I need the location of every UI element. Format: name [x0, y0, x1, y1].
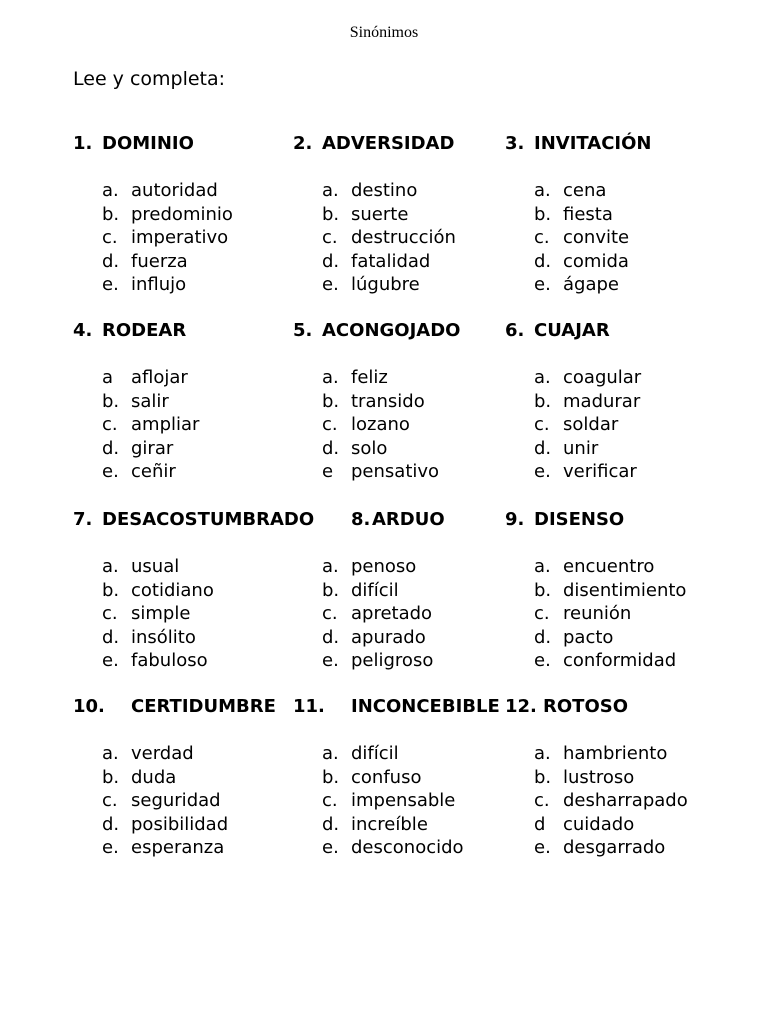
option-text: suerte — [351, 203, 409, 225]
option-letter: a. — [322, 556, 339, 577]
option-item — [505, 626, 745, 650]
instruction-text: Lee y completa: — [73, 68, 226, 90]
option-letter: b. — [102, 203, 120, 225]
option-item — [505, 649, 745, 673]
option-letter: d. — [322, 813, 340, 835]
option-item — [505, 437, 745, 461]
option-text: pensativo — [351, 461, 440, 482]
option-text: insólito — [131, 626, 196, 648]
question-number: 7. — [73, 509, 93, 530]
option-text: comida — [563, 250, 629, 272]
option-text: apurado — [351, 626, 426, 648]
option-text: difícil — [351, 579, 399, 601]
option-letter: c. — [102, 227, 118, 248]
option-letter: a. — [534, 743, 551, 764]
option-item — [73, 579, 313, 603]
option-letter: c. — [322, 790, 338, 811]
option-letter: e. — [534, 837, 551, 858]
option-item — [293, 742, 533, 766]
option-text: destino — [351, 180, 418, 201]
option-item — [293, 626, 533, 650]
question-5 — [293, 319, 533, 484]
question-title — [73, 132, 313, 156]
option-letter: c. — [102, 603, 118, 624]
option-text: peligroso — [351, 650, 434, 671]
option-text: lozano — [351, 414, 410, 435]
option-item — [505, 203, 745, 227]
option-text: lúgubre — [351, 274, 420, 295]
question-2 — [293, 132, 533, 297]
question-word: RODEAR — [102, 320, 187, 341]
option-letter: e. — [322, 650, 339, 671]
option-letter: b. — [102, 579, 120, 601]
option-letter: d. — [534, 250, 552, 272]
option-text: usual — [131, 556, 180, 577]
option-letter: e. — [102, 837, 119, 858]
option-item — [293, 789, 533, 813]
option-letter: d. — [322, 437, 340, 459]
question-number: 11. — [293, 696, 325, 717]
option-text: increíble — [351, 813, 428, 835]
option-text: fabuloso — [131, 650, 208, 671]
option-item — [505, 226, 745, 250]
question-title — [293, 319, 533, 343]
option-text: hambriento — [563, 743, 668, 764]
option-item — [293, 836, 533, 860]
option-letter: a — [102, 367, 114, 388]
option-letter: a. — [102, 743, 119, 764]
option-item — [293, 813, 533, 837]
option-text: simple — [131, 603, 191, 624]
option-item — [73, 602, 313, 626]
option-item — [293, 390, 533, 414]
option-text: fuerza — [131, 250, 188, 272]
option-item — [505, 742, 745, 766]
option-letter: d. — [534, 626, 552, 648]
option-letter: a. — [534, 367, 551, 388]
option-letter: a. — [102, 180, 119, 201]
option-text: encuentro — [563, 556, 655, 577]
option-text: unir — [563, 437, 599, 459]
option-letter: b. — [102, 766, 120, 788]
option-letter: a. — [102, 556, 119, 577]
option-text: verificar — [563, 461, 637, 482]
option-letter: e. — [534, 274, 551, 295]
option-text: confuso — [351, 766, 422, 788]
option-item — [293, 766, 533, 790]
option-letter: a. — [534, 180, 551, 201]
option-letter: c. — [322, 603, 338, 624]
question-word: CERTIDUMBRE — [131, 696, 276, 717]
option-item — [73, 366, 313, 390]
option-item — [73, 742, 313, 766]
option-item — [293, 203, 533, 227]
option-letter: c. — [322, 227, 338, 248]
option-letter: e. — [102, 650, 119, 671]
option-item — [505, 460, 745, 484]
option-letter: d. — [102, 250, 120, 272]
option-letter: e — [322, 461, 334, 482]
option-text: impensable — [351, 790, 456, 811]
option-item — [73, 789, 313, 813]
question-title — [505, 695, 745, 719]
option-item — [73, 179, 313, 203]
option-text: predominio — [131, 203, 233, 225]
option-text: influjo — [131, 274, 187, 295]
option-text: madurar — [563, 390, 641, 412]
question-number: 5. — [293, 320, 313, 341]
option-letter: b. — [322, 766, 340, 788]
option-item — [505, 250, 745, 274]
question-title — [293, 132, 533, 156]
option-letter: d. — [102, 813, 120, 835]
option-item — [293, 579, 533, 603]
option-text: desharrapado — [563, 790, 688, 811]
option-text: verdad — [131, 743, 194, 764]
question-word: CUAJAR — [534, 320, 610, 341]
option-item — [73, 766, 313, 790]
option-item — [293, 649, 533, 673]
option-letter: b. — [534, 766, 552, 788]
question-title — [505, 132, 745, 156]
question-word: INCONCEBIBLE — [351, 696, 500, 717]
option-item — [505, 789, 745, 813]
option-text: posibilidad — [131, 813, 229, 835]
option-text: desconocido — [351, 837, 464, 858]
question-word: DESACOSTUMBRADO — [102, 509, 315, 530]
question-title — [73, 319, 313, 343]
option-letter: b. — [102, 390, 120, 412]
question-number: 12. — [505, 696, 537, 717]
option-text: ceñir — [131, 461, 176, 482]
option-letter: a. — [322, 367, 339, 388]
option-letter: b. — [322, 203, 340, 225]
option-letter: a. — [534, 556, 551, 577]
option-text: cotidiano — [131, 579, 214, 601]
option-text: destrucción — [351, 227, 456, 248]
option-letter: d — [534, 813, 546, 835]
option-text: transido — [351, 390, 425, 412]
question-6 — [505, 319, 745, 484]
question-number: 1. — [73, 133, 93, 154]
option-item — [73, 226, 313, 250]
option-item — [293, 179, 533, 203]
question-word: ARDUO — [372, 509, 445, 530]
question-title — [293, 695, 533, 719]
option-text: desgarrado — [563, 837, 666, 858]
option-item — [293, 413, 533, 437]
option-item — [73, 813, 313, 837]
option-item — [73, 413, 313, 437]
option-letter: e. — [102, 274, 119, 295]
option-letter: e. — [534, 461, 551, 482]
option-item — [73, 250, 313, 274]
option-letter: b. — [534, 203, 552, 225]
option-letter: b. — [322, 579, 340, 601]
question-title — [505, 508, 745, 532]
option-item — [293, 602, 533, 626]
option-letter: e. — [534, 650, 551, 671]
option-text: convite — [563, 227, 630, 248]
option-item — [73, 836, 313, 860]
option-letter: c. — [534, 790, 550, 811]
option-item — [505, 179, 745, 203]
option-text: soldar — [563, 414, 619, 435]
option-text: solo — [351, 437, 388, 459]
option-text: cena — [563, 180, 607, 201]
page-header: Sinónimos — [349, 24, 419, 41]
question-7 — [73, 508, 313, 673]
option-text: autoridad — [131, 180, 218, 201]
option-item — [505, 413, 745, 437]
option-item — [293, 366, 533, 390]
option-text: feliz — [351, 367, 388, 388]
option-text: apretado — [351, 603, 433, 624]
option-letter: b. — [534, 390, 552, 412]
option-text: lustroso — [563, 766, 635, 788]
question-title — [505, 319, 745, 343]
question-word: ACONGOJADO — [322, 320, 461, 341]
option-letter: e. — [322, 837, 339, 858]
option-item — [73, 460, 313, 484]
question-11 — [293, 695, 533, 860]
option-text: aflojar — [131, 367, 188, 388]
option-text: reunión — [563, 603, 632, 624]
option-text: ampliar — [131, 414, 200, 435]
option-text: penoso — [351, 556, 417, 577]
option-text: ágape — [563, 274, 619, 295]
option-letter: e. — [102, 461, 119, 482]
option-item — [505, 555, 745, 579]
option-text: fatalidad — [351, 250, 431, 272]
question-9 — [505, 508, 745, 673]
option-item — [505, 602, 745, 626]
option-item — [293, 273, 533, 297]
option-item — [73, 273, 313, 297]
option-item — [505, 836, 745, 860]
option-item — [73, 203, 313, 227]
option-text: cuidado — [563, 813, 635, 835]
question-word: DOMINIO — [102, 133, 194, 154]
option-letter: d. — [102, 437, 120, 459]
question-word: INVITACIÓN — [534, 133, 652, 154]
option-text: pacto — [563, 626, 614, 648]
option-item — [505, 390, 745, 414]
question-number: 6. — [505, 320, 525, 341]
option-text: salir — [131, 390, 169, 412]
option-text: duda — [131, 766, 177, 788]
option-item — [73, 555, 313, 579]
option-letter: c. — [102, 790, 118, 811]
option-item — [73, 649, 313, 673]
option-text: difícil — [351, 743, 399, 764]
option-letter: d. — [322, 626, 340, 648]
question-1 — [73, 132, 313, 297]
option-item — [73, 626, 313, 650]
option-text: girar — [131, 437, 174, 459]
question-4 — [73, 319, 313, 484]
option-letter: d. — [322, 250, 340, 272]
option-item — [293, 437, 533, 461]
option-item — [73, 437, 313, 461]
option-text: disentimiento — [563, 579, 687, 601]
question-word: DISENSO — [534, 509, 625, 530]
question-10 — [73, 695, 313, 860]
option-letter: c. — [534, 603, 550, 624]
option-letter: c. — [534, 227, 550, 248]
option-item — [505, 273, 745, 297]
option-letter: d. — [102, 626, 120, 648]
option-item — [293, 226, 533, 250]
question-title — [73, 508, 313, 532]
option-letter: a. — [322, 180, 339, 201]
question-8 — [293, 508, 533, 673]
option-text: esperanza — [131, 837, 225, 858]
option-letter: c. — [102, 414, 118, 435]
option-text: fiesta — [563, 203, 613, 225]
option-letter: c. — [534, 414, 550, 435]
option-letter: b. — [322, 390, 340, 412]
option-item — [293, 460, 533, 484]
question-number: 4. — [73, 320, 93, 341]
option-letter: b. — [534, 579, 552, 601]
option-item — [505, 579, 745, 603]
question-number: 2. — [293, 133, 313, 154]
option-item — [505, 766, 745, 790]
question-title — [293, 508, 533, 532]
option-item — [73, 390, 313, 414]
option-item — [505, 366, 745, 390]
question-number: 9. — [505, 509, 525, 530]
option-letter: d. — [534, 437, 552, 459]
question-title — [73, 695, 313, 719]
option-text: seguridad — [131, 790, 221, 811]
question-3 — [505, 132, 745, 297]
option-text: imperativo — [131, 227, 229, 248]
question-number: 10. — [73, 696, 105, 717]
option-text: conformidad — [563, 650, 677, 671]
option-letter: c. — [322, 414, 338, 435]
question-number: 8. — [351, 509, 371, 530]
question-word: ROTOSO — [543, 696, 629, 717]
question-12 — [505, 695, 745, 860]
question-word: ADVERSIDAD — [322, 133, 455, 154]
option-item — [293, 250, 533, 274]
option-letter: e. — [322, 274, 339, 295]
option-letter: a. — [322, 743, 339, 764]
option-item — [293, 555, 533, 579]
option-text: coagular — [563, 367, 642, 388]
option-item — [505, 813, 745, 837]
question-number: 3. — [505, 133, 525, 154]
